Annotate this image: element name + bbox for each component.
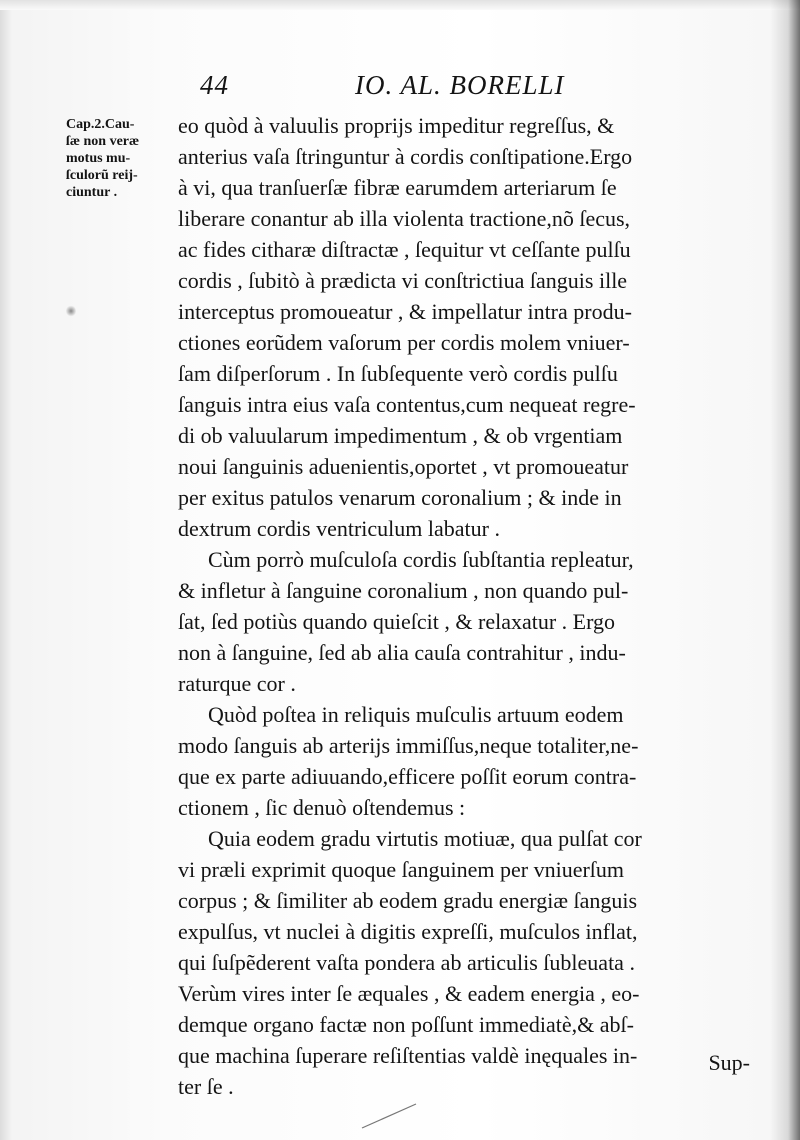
text-line: ter ſe . <box>178 1074 234 1099</box>
page-left-edge <box>0 0 12 1140</box>
text-line: corpus ; & ſimiliter ab eodem gradu energiæ ſanguis <box>178 888 638 913</box>
paragraph-first-line: Cùm porrò muſculoſa cordis ſubſtantia repleatur, <box>208 547 634 572</box>
text-line: & infletur à ſanguine coronalium , non quando pul- <box>178 578 629 603</box>
margin-note-line: ſculorũ reij- <box>66 168 138 183</box>
text-line: à vi, qua tranſuerſæ fibræ earumdem arteriarum ſe <box>178 175 617 200</box>
text-line: eo quòd à valuulis proprijs impeditur regreſſus, & <box>178 113 615 138</box>
text-line: vi præli exprimit quoque ſanguinem per vniuerſum <box>178 857 625 882</box>
text-line: cordis , ſubitò à prædicta vi conſtrictiua ſanguis ille <box>178 268 628 293</box>
text-line: expulſus, vt nuclei à digitis expreſſi, muſculos inflat, <box>178 919 638 944</box>
margin-note-line: ciuntur . <box>66 185 118 200</box>
margin-note-line: motus mu- <box>66 151 131 166</box>
text-line: noui ſanguinis aduenientis,oportet , vt promoueatur <box>178 454 629 479</box>
text-line: di ob valuularum impedimentum , & ob vrgentiam <box>178 423 623 448</box>
text-line: Verùm vires inter ſe æquales , & eadem energia , eo- <box>178 981 640 1006</box>
page-top-edge <box>0 0 800 10</box>
page-number: 44 <box>200 70 229 100</box>
text-line: interceptus promoueatur , & impellatur intra produ- <box>178 299 632 324</box>
text-line: ac fides citharæ diſtractæ , ſequitur vt ceſſante pulſu <box>178 237 631 262</box>
body-text <box>178 110 768 1102</box>
text-line: que machina ſuperare reſiſtentias valdè inęquales in- <box>178 1043 638 1068</box>
text-line: non à ſanguine, ſed ab alia cauſa contrahitur , indu- <box>178 640 626 665</box>
running-title: IO. AL. BORELLI <box>355 70 565 100</box>
text-line: raturque cor . <box>178 671 296 696</box>
text-line: ctionem , ſic denuò oſtendemus : <box>178 795 466 820</box>
gutter-shadow <box>770 0 800 1140</box>
margin-note-line: ſæ non veræ <box>66 134 140 149</box>
text-line: ctiones eorũdem vaſorum per cordis molem vniuer- <box>178 330 630 355</box>
text-line: dextrum cordis ventriculum labatur . <box>178 516 500 541</box>
pen-mark <box>360 1100 420 1130</box>
text-line: modo ſanguis ab arterijs immiſſus,neque totaliter,ne- <box>178 733 639 758</box>
text-line: ſam diſperſorum . In ſubſequente verò cordis pulſu <box>178 361 618 386</box>
text-line: anterius vaſa ſtringuntur à cordis conſtipatione.Ergo <box>178 144 633 169</box>
text-line: ſat, ſed potiùs quando quieſcit , & relaxatur . Ergo <box>178 609 616 634</box>
margin-note-line: Cap.2.Cau- <box>66 117 135 132</box>
text-line: liberare conantur ab illa violenta tractione,nõ ſecus, <box>178 206 631 231</box>
text-line: per exitus patulos venarum coronalium ; & inde in <box>178 485 622 510</box>
catchword: Sup- <box>708 1050 750 1075</box>
text-line: qui ſuſpẽderent vaſta pondera ab articulis ſubleuata . <box>178 950 635 975</box>
text-line: ſanguis intra eius vaſa contentus,cum nequeat regre- <box>178 392 636 417</box>
text-line: que ex parte adiuuando,efficere poſſit eorum contra- <box>178 764 637 789</box>
ink-smudge <box>66 305 76 317</box>
text-line: demque organo factæ non poſſunt immediatè,& abſ- <box>178 1012 634 1037</box>
paragraph-first-line: Quia eodem gradu virtutis motiuæ, qua pulſat cor <box>208 826 642 851</box>
paragraph-first-line: Quòd poſtea in reliquis muſculis artuum eodem <box>208 702 624 727</box>
margin-note <box>66 116 176 201</box>
